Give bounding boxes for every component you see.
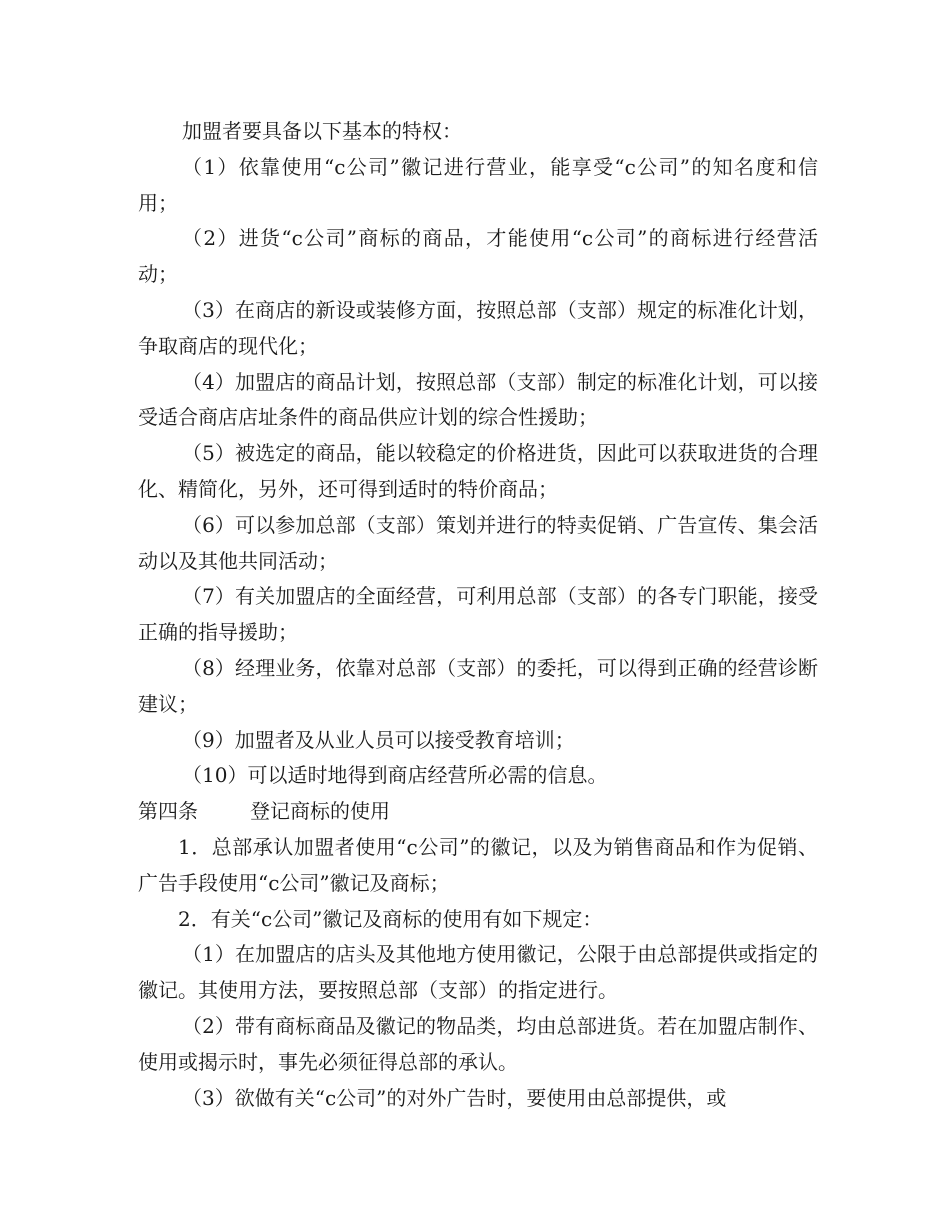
rule-text: （1）在加盟店的店头及其他地方使用徽记，公限于由总部提供或指定的徽记。其使用方法，要按照总部（支部）的指定进行。	[138, 942, 818, 1003]
rule-item-3	[138, 1081, 818, 1117]
document-body	[138, 114, 818, 1116]
privilege-text: （9）加盟者及从业人员可以接受教育培训；	[182, 727, 575, 752]
privilege-text: （7）有关加盟店的全面经营，可利用总部（支部）的各专门职能，接受正确的指导援助；	[138, 584, 818, 645]
privilege-item-10	[138, 758, 818, 794]
article-heading	[138, 794, 818, 830]
privilege-item-2	[138, 221, 818, 293]
clause-2	[138, 902, 818, 938]
privilege-text: （1）依靠使用“c公司”徽记进行营业，能享受“c公司”的知名度和信用；	[138, 154, 818, 215]
rule-item-2	[138, 1009, 818, 1081]
privilege-item-3	[138, 293, 818, 365]
article-title: 登记商标的使用	[250, 799, 390, 824]
privilege-item-5	[138, 436, 818, 508]
clause-text: 1．总部承认加盟者使用“c公司”的徽记，以及为销售商品和作为促销、广告手段使用“c公司”徽记及商标；	[138, 834, 818, 895]
privilege-item-6	[138, 508, 818, 580]
privilege-item-9	[138, 723, 818, 759]
clause-1	[138, 830, 818, 902]
article-number: 第四条	[138, 799, 198, 824]
rule-text: （3）欲做有关“c公司”的对外广告时，要使用由总部提供，或	[182, 1085, 727, 1110]
privilege-text: （10）可以适时地得到商店经营所必需的信息。	[182, 763, 608, 788]
privilege-text: （4）加盟店的商品计划，按照总部（支部）制定的标准化计划，可以接受适合商店店址条件的商品供应计划的综合性援助；	[138, 369, 818, 430]
rule-text: （2）带有商标商品及徽记的物品类，均由总部进货。若在加盟店制作、使用或揭示时，事先必须征得总部的承认。	[138, 1013, 818, 1074]
intro-paragraph	[138, 114, 818, 150]
rule-item-1	[138, 937, 818, 1009]
privilege-text: （2）进货“c公司”商标的商品，才能使用“c公司”的商标进行经营活动；	[138, 226, 818, 287]
clause-text: 2．有关“c公司”徽记及商标的使用有如下规定：	[178, 906, 603, 931]
privilege-item-1	[138, 150, 818, 222]
privilege-text: （3）在商店的新设或装修方面，按照总部（支部）规定的标准化计划，争取商店的现代化；	[138, 297, 818, 358]
privilege-text: （5）被选定的商品，能以较稳定的价格进货，因此可以获取进货的合理化、精简化，另外，还可得到适时的特价商品；	[138, 441, 818, 501]
privilege-item-8	[138, 651, 818, 723]
intro-text: 加盟者要具备以下基本的特权：	[182, 119, 462, 143]
privilege-item-7	[138, 579, 818, 651]
privilege-text: （8）经理业务，依靠对总部（支部）的委托，可以得到正确的经营诊断建议；	[138, 655, 818, 716]
privilege-item-4	[138, 365, 818, 437]
privilege-text: （6）可以参加总部（支部）策划并进行的特卖促销、广告宣传、集会活动以及其他共同活动；	[138, 512, 818, 573]
